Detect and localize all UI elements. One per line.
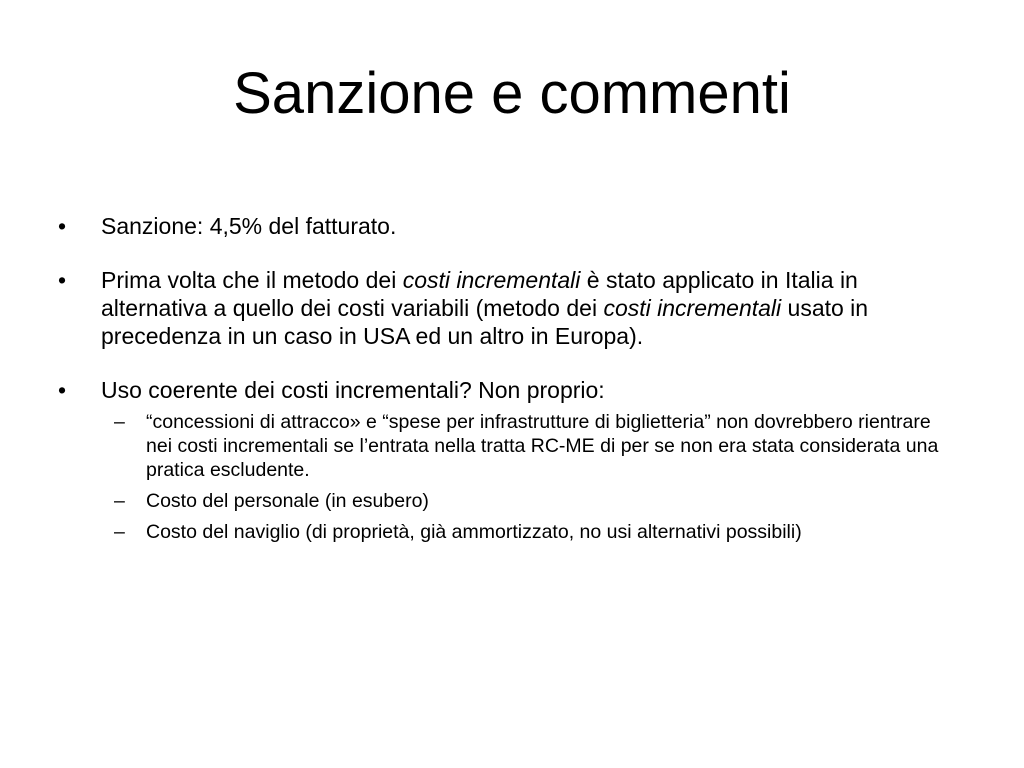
sub-item-text: “concessioni di attracco» e “spese per infrastrutture di biglietteria” non dovrebbero rientrare nei costi incrementali se l’entrata nella tratta RC-ME di per se non era stata considerata una pratica escludente. [146, 411, 939, 481]
emphasis-text: costi incrementali [402, 267, 581, 293]
bullet-text: Uso coerente dei costi incrementali? Non proprio: [101, 377, 605, 403]
bullet-text: usato in precedenza in un caso in USA ed un altro in Europa). [101, 295, 869, 349]
dash-glyph: – [114, 490, 125, 512]
bullet-text: Sanzione: 4,5% del fatturato. [101, 213, 397, 239]
slide-title: Sanzione e commenti [233, 61, 791, 126]
sub-item-text: Costo del naviglio (di proprietà, già ammortizzato, no usi alternativi possibili) [146, 521, 802, 543]
bullet-glyph: • [58, 267, 67, 293]
slide-body [58, 212, 948, 551]
bullet-glyph: • [58, 213, 67, 239]
bullet-item-uso-coerente [58, 376, 948, 404]
sub-item-personale [58, 489, 948, 513]
bullet-item-prima-volta [58, 266, 948, 350]
bullet-item-sanzione [58, 212, 948, 240]
dash-glyph: – [114, 411, 125, 433]
dash-glyph: – [114, 521, 125, 543]
bullet-glyph: • [58, 377, 67, 403]
bullet-text: Prima volta che il metodo dei [101, 267, 403, 293]
bullet-text: è stato applicato in Italia in alternativa a quello dei costi variabili (metodo dei [101, 267, 858, 321]
sub-item-text: Costo del personale (in esubero) [146, 490, 429, 512]
sub-item-naviglio [58, 520, 948, 544]
emphasis-text: costi incrementali [603, 295, 782, 321]
sub-item-concessioni [58, 410, 948, 482]
